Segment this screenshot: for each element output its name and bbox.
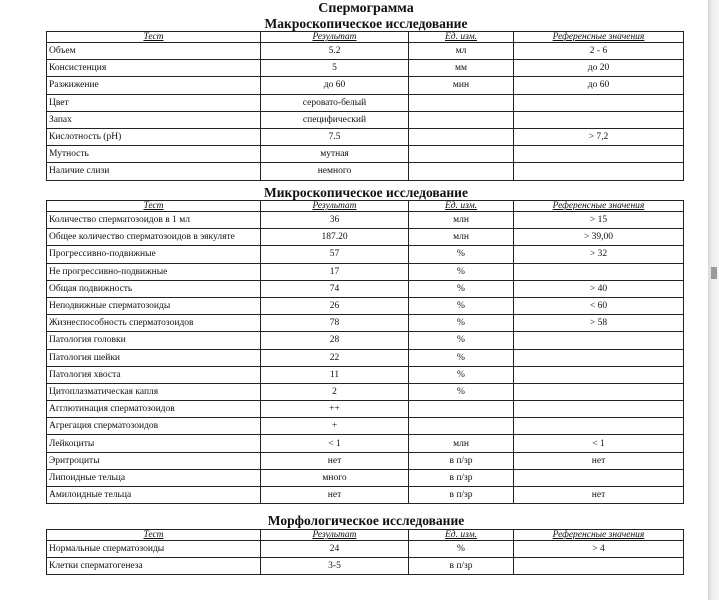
reference-cell: нет [514, 452, 684, 469]
result-cell: + [261, 418, 409, 435]
unit-cell [409, 111, 514, 128]
table-header-row [47, 530, 684, 541]
result-cell: 2 [261, 383, 409, 400]
test-cell: Не прогрессивно-подвижные [47, 263, 261, 280]
result-cell: мутная [261, 146, 409, 163]
table-row [47, 383, 684, 400]
document-title: Спермограмма [318, 1, 414, 16]
unit-cell [409, 146, 514, 163]
table-row [47, 558, 684, 575]
unit-cell: % [409, 383, 514, 400]
unit-cell: % [409, 297, 514, 314]
header-unit: Ед. изм. [409, 201, 514, 212]
unit-cell: мм [409, 60, 514, 77]
test-cell: Прогрессивно-подвижные [47, 246, 261, 263]
table-row [47, 487, 684, 504]
reference-cell: > 39,00 [514, 229, 684, 246]
test-cell: Патология шейки [47, 349, 261, 366]
header-reference: Референсные значения [514, 201, 684, 212]
reference-cell: < 60 [514, 297, 684, 314]
table-row [47, 418, 684, 435]
reference-cell [514, 146, 684, 163]
test-cell: Мутность [47, 146, 261, 163]
table-row [47, 229, 684, 246]
unit-cell: % [409, 315, 514, 332]
test-cell: Нормальные сперматозоиды [47, 541, 261, 558]
table-row [47, 128, 684, 145]
test-cell: Агрегация сперматозоидов [47, 418, 261, 435]
table-row [47, 469, 684, 486]
test-cell: Общее количество сперматозоидов в эякуляте [47, 229, 261, 246]
reference-cell: > 40 [514, 280, 684, 297]
result-cell: 5.2 [261, 43, 409, 60]
table-row [47, 163, 684, 180]
table-row [47, 332, 684, 349]
test-cell: Консистенция [47, 60, 261, 77]
unit-cell: мл [409, 43, 514, 60]
result-cell: немного [261, 163, 409, 180]
test-cell: Амилоидные тельца [47, 487, 261, 504]
unit-cell [409, 128, 514, 145]
test-cell: Общая подвижность [47, 280, 261, 297]
header-unit: Ед. изм. [409, 32, 514, 43]
reference-cell: > 15 [514, 212, 684, 229]
result-cell: 17 [261, 263, 409, 280]
test-cell: Разжижение [47, 77, 261, 94]
test-cell: Кислотность (pH) [47, 128, 261, 145]
reference-cell [514, 469, 684, 486]
page-edge [708, 0, 719, 600]
table-row [47, 263, 684, 280]
unit-cell [409, 401, 514, 418]
header-reference: Референсные значения [514, 530, 684, 541]
test-cell: Цвет [47, 94, 261, 111]
unit-cell: в п/зр [409, 558, 514, 575]
table-row [47, 146, 684, 163]
unit-cell: в п/зр [409, 487, 514, 504]
unit-cell: % [409, 280, 514, 297]
reference-cell: до 60 [514, 77, 684, 94]
reference-cell [514, 163, 684, 180]
reference-cell [514, 418, 684, 435]
test-cell: Липоидные тельца [47, 469, 261, 486]
result-cell: нет [261, 487, 409, 504]
test-cell: Патология головки [47, 332, 261, 349]
reference-cell: > 7,2 [514, 128, 684, 145]
result-cell: < 1 [261, 435, 409, 452]
table-row [47, 401, 684, 418]
reference-cell: нет [514, 487, 684, 504]
table-row [47, 280, 684, 297]
table-row [47, 77, 684, 94]
result-cell: 187.20 [261, 229, 409, 246]
unit-cell: % [409, 332, 514, 349]
test-cell: Объем [47, 43, 261, 60]
reference-cell: < 1 [514, 435, 684, 452]
header-unit: Ед. изм. [409, 530, 514, 541]
test-cell: Эритроциты [47, 452, 261, 469]
result-cell: до 60 [261, 77, 409, 94]
unit-cell: мин [409, 77, 514, 94]
morph-table [46, 529, 684, 575]
reference-cell [514, 111, 684, 128]
result-cell: 24 [261, 541, 409, 558]
test-cell: Лейкоциты [47, 435, 261, 452]
unit-cell [409, 418, 514, 435]
header-result: Результат [261, 530, 409, 541]
unit-cell: % [409, 246, 514, 263]
header-result: Результат [261, 201, 409, 212]
reference-cell [514, 558, 684, 575]
result-cell: 78 [261, 315, 409, 332]
table-row [47, 366, 684, 383]
table-row [47, 94, 684, 111]
unit-cell [409, 94, 514, 111]
morph-section-title: Морфологическое исследование [267, 513, 465, 528]
header-test: Тест [47, 530, 261, 541]
table-row [47, 111, 684, 128]
result-cell: 5 [261, 60, 409, 77]
result-cell: 3-5 [261, 558, 409, 575]
table-row [47, 297, 684, 314]
reference-cell: 2 - 6 [514, 43, 684, 60]
scroll-indicator [711, 267, 717, 279]
table-row [47, 212, 684, 229]
reference-cell [514, 401, 684, 418]
result-cell: 57 [261, 246, 409, 263]
reference-cell: до 20 [514, 60, 684, 77]
result-cell: ++ [261, 401, 409, 418]
test-cell: Количество сперматозоидов в 1 мл [47, 212, 261, 229]
unit-cell: % [409, 541, 514, 558]
test-cell: Клетки сперматогенеза [47, 558, 261, 575]
test-cell: Неподвижные сперматозоиды [47, 297, 261, 314]
header-result: Результат [261, 32, 409, 43]
reference-cell [514, 332, 684, 349]
reference-cell [514, 366, 684, 383]
unit-cell: % [409, 366, 514, 383]
table-row [47, 43, 684, 60]
unit-cell: млн [409, 229, 514, 246]
result-cell: серовато-белый [261, 94, 409, 111]
micro-section-title: Микроскопическое исследование [264, 185, 468, 200]
result-cell: специфический [261, 111, 409, 128]
unit-cell: % [409, 263, 514, 280]
result-cell: 7.5 [261, 128, 409, 145]
test-cell: Жизнеспособность сперматозоидов [47, 315, 261, 332]
unit-cell: в п/зр [409, 469, 514, 486]
reference-cell [514, 383, 684, 400]
unit-cell: в п/зр [409, 452, 514, 469]
reference-cell: > 4 [514, 541, 684, 558]
unit-cell: млн [409, 435, 514, 452]
table-row [47, 452, 684, 469]
result-cell: 22 [261, 349, 409, 366]
test-cell: Наличие слизи [47, 163, 261, 180]
result-cell: нет [261, 452, 409, 469]
test-cell: Патология хвоста [47, 366, 261, 383]
test-cell: Цитоплазматическая капля [47, 383, 261, 400]
macro-section-title: Макроскопическое исследование [264, 16, 468, 31]
reference-cell [514, 349, 684, 366]
result-cell: 11 [261, 366, 409, 383]
table-row [47, 246, 684, 263]
result-cell: 26 [261, 297, 409, 314]
unit-cell [409, 163, 514, 180]
table-header-row [47, 201, 684, 212]
table-row [47, 435, 684, 452]
table-row [47, 60, 684, 77]
result-cell: 74 [261, 280, 409, 297]
reference-cell [514, 94, 684, 111]
table-row [47, 315, 684, 332]
reference-cell: > 58 [514, 315, 684, 332]
result-cell: много [261, 469, 409, 486]
micro-table [46, 200, 684, 504]
unit-cell: млн [409, 212, 514, 229]
test-cell: Запах [47, 111, 261, 128]
header-reference: Референсные значения [514, 32, 684, 43]
reference-cell [514, 263, 684, 280]
result-cell: 36 [261, 212, 409, 229]
table-row [47, 349, 684, 366]
table-row [47, 541, 684, 558]
test-cell: Агглютинация сперматозоидов [47, 401, 261, 418]
header-test: Тест [47, 201, 261, 212]
header-test: Тест [47, 32, 261, 43]
macro-table [46, 31, 684, 181]
table-header-row [47, 32, 684, 43]
result-cell: 28 [261, 332, 409, 349]
unit-cell: % [409, 349, 514, 366]
reference-cell: > 32 [514, 246, 684, 263]
